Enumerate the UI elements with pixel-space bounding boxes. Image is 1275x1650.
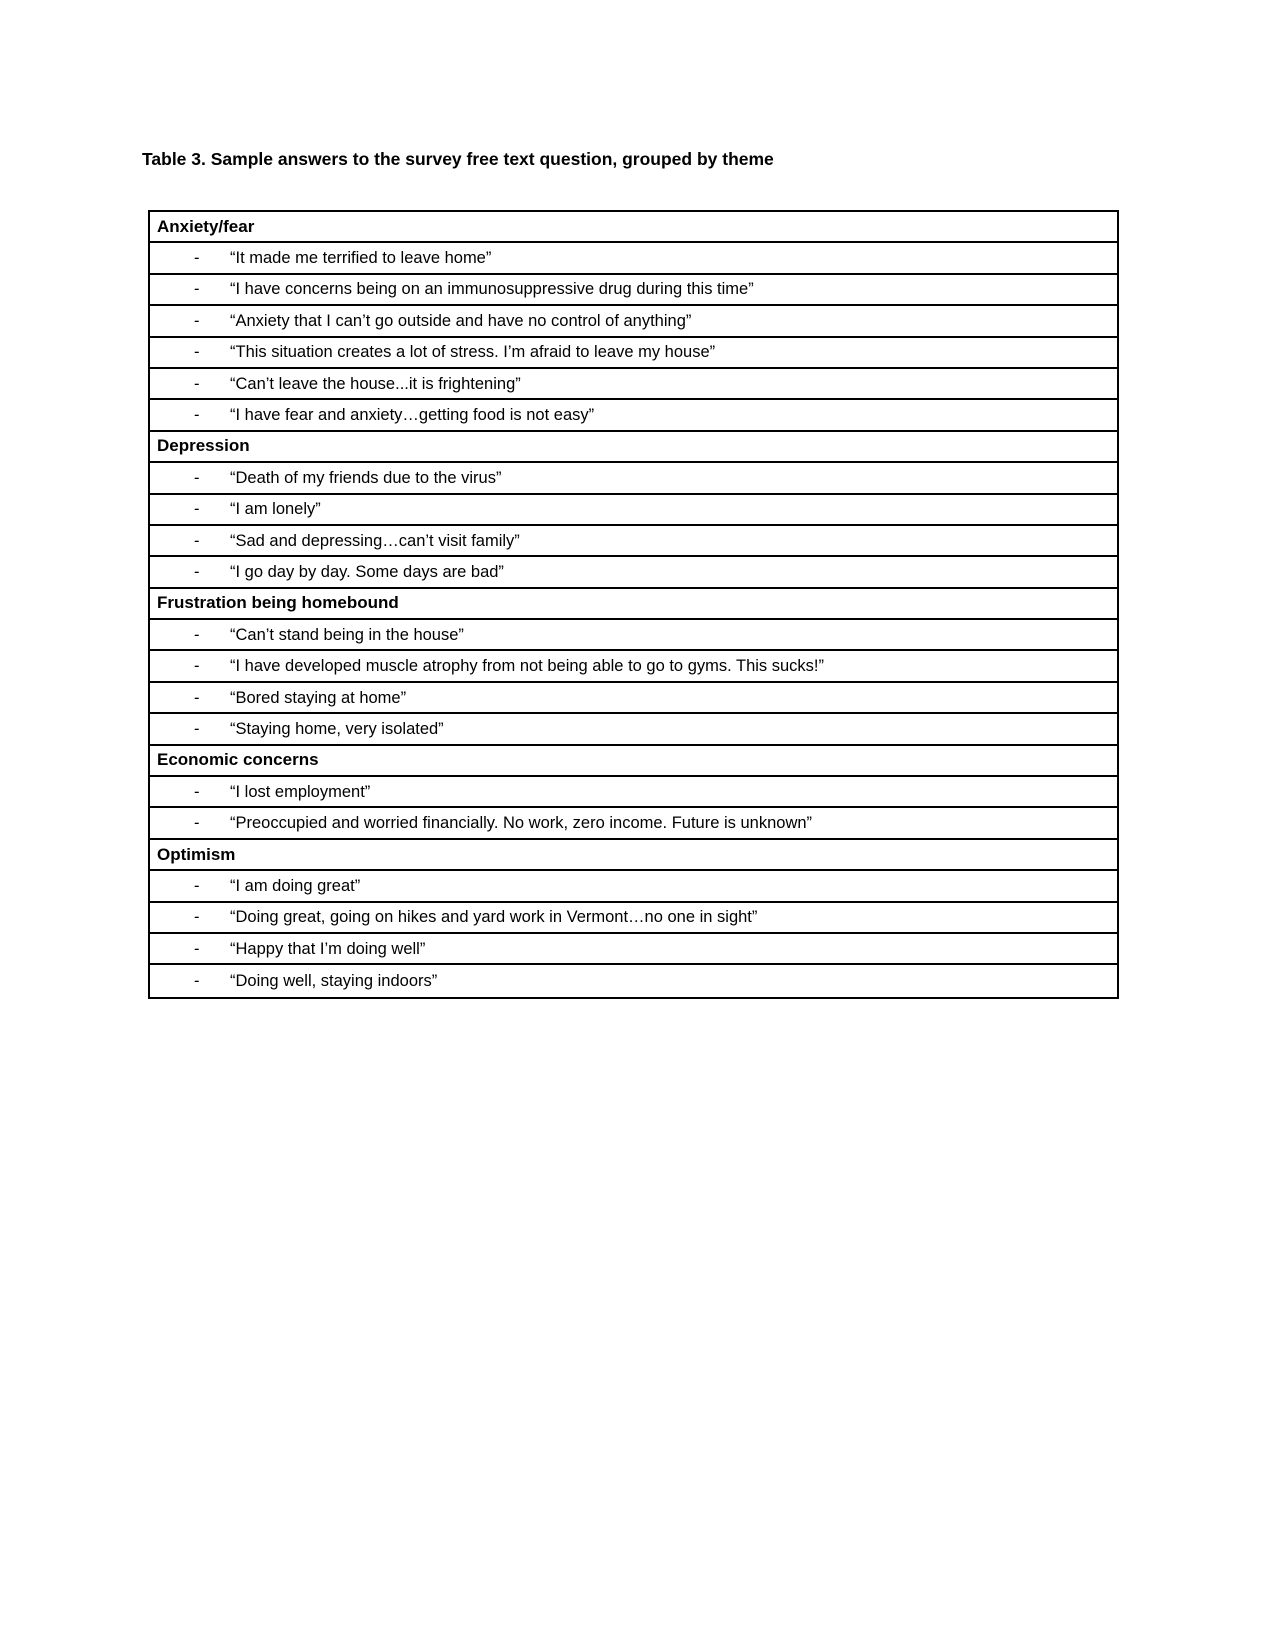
- quote-row: [150, 965, 1117, 996]
- bullet-dash: -: [194, 374, 200, 393]
- bullet-dash: -: [194, 782, 200, 801]
- quote-text: “Sad and depressing…can’t visit family”: [230, 531, 520, 550]
- quote-text: “I have concerns being on an immunosuppressive drug during this time”: [230, 280, 754, 299]
- quote-text: “I have developed muscle atrophy from not being able to go to gyms. This sucks!”: [230, 657, 824, 676]
- bullet-dash: -: [194, 688, 200, 707]
- bullet-dash: -: [194, 939, 200, 958]
- quote-row: [150, 620, 1117, 651]
- quote-row: [150, 683, 1117, 714]
- quote-row: [150, 557, 1117, 588]
- bullet-dash: -: [194, 468, 200, 487]
- theme-row-depression: [150, 432, 1117, 463]
- quote-text: “Doing great, going on hikes and yard work in Vermont…no one in sight”: [230, 908, 758, 927]
- bullet-dash: -: [194, 876, 200, 895]
- quote-text: “It made me terrified to leave home”: [230, 249, 492, 268]
- quote-text: “Death of my friends due to the virus”: [230, 468, 502, 487]
- quote-row: [150, 495, 1117, 526]
- quote-text: “This situation creates a lot of stress. I’m afraid to leave my house”: [230, 343, 716, 362]
- quote-text: “Can’t stand being in the house”: [230, 625, 464, 644]
- quote-text: “Happy that I’m doing well”: [230, 939, 426, 958]
- quote-row: [150, 714, 1117, 745]
- quote-row: [150, 463, 1117, 494]
- bullet-dash: -: [194, 406, 200, 425]
- quote-row: [150, 871, 1117, 902]
- theme-row-economic-concerns: [150, 746, 1117, 777]
- theme-label: Depression: [157, 436, 250, 456]
- theme-label: Frustration being homebound: [157, 593, 399, 613]
- quote-text: “Staying home, very isolated”: [230, 719, 444, 738]
- theme-label: Anxiety/fear: [157, 216, 255, 236]
- quote-text: “I have fear and anxiety…getting food is not easy”: [230, 406, 595, 425]
- quote-text: “I am doing great”: [230, 876, 361, 895]
- quote-row: [150, 808, 1117, 839]
- quote-row: [150, 934, 1117, 965]
- quote-row: [150, 306, 1117, 337]
- quote-text: “Can’t leave the house...it is frightening”: [230, 374, 521, 393]
- theme-row-optimism: [150, 840, 1117, 871]
- bullet-dash: -: [194, 531, 200, 550]
- theme-label: Optimism: [157, 844, 236, 864]
- bullet-dash: -: [194, 500, 200, 519]
- quote-row: [150, 651, 1117, 682]
- bullet-dash: -: [194, 280, 200, 299]
- quote-text: “Doing well, staying indoors”: [230, 972, 438, 991]
- bullet-dash: -: [194, 814, 200, 833]
- bullet-dash: -: [194, 311, 200, 330]
- theme-row-anxiety-fear: [150, 212, 1117, 243]
- theme-label: Economic concerns: [157, 750, 319, 770]
- quote-text: “Anxiety that I can’t go outside and have no control of anything”: [230, 311, 692, 330]
- quote-row: [150, 400, 1117, 431]
- quote-row: [150, 903, 1117, 934]
- quote-text: “Bored staying at home”: [230, 688, 407, 707]
- quote-text: “Preoccupied and worried financially. No work, zero income. Future is unknown”: [230, 814, 813, 833]
- bullet-dash: -: [194, 972, 200, 991]
- bullet-dash: -: [194, 562, 200, 581]
- quote-row: [150, 338, 1117, 369]
- table-caption: Table 3. Sample answers to the survey free text question, grouped by theme: [142, 149, 774, 169]
- survey-answers-table: [148, 210, 1119, 999]
- bullet-dash: -: [194, 343, 200, 362]
- quote-text: “I go day by day. Some days are bad”: [230, 562, 504, 581]
- bullet-dash: -: [194, 908, 200, 927]
- quote-row: [150, 243, 1117, 274]
- bullet-dash: -: [194, 719, 200, 738]
- bullet-dash: -: [194, 249, 200, 268]
- quote-text: “I am lonely”: [230, 500, 321, 519]
- quote-row: [150, 369, 1117, 400]
- quote-row: [150, 526, 1117, 557]
- theme-row-frustration-homebound: [150, 589, 1117, 620]
- quote-row: [150, 777, 1117, 808]
- bullet-dash: -: [194, 625, 200, 644]
- bullet-dash: -: [194, 657, 200, 676]
- quote-row: [150, 275, 1117, 306]
- quote-text: “I lost employment”: [230, 782, 371, 801]
